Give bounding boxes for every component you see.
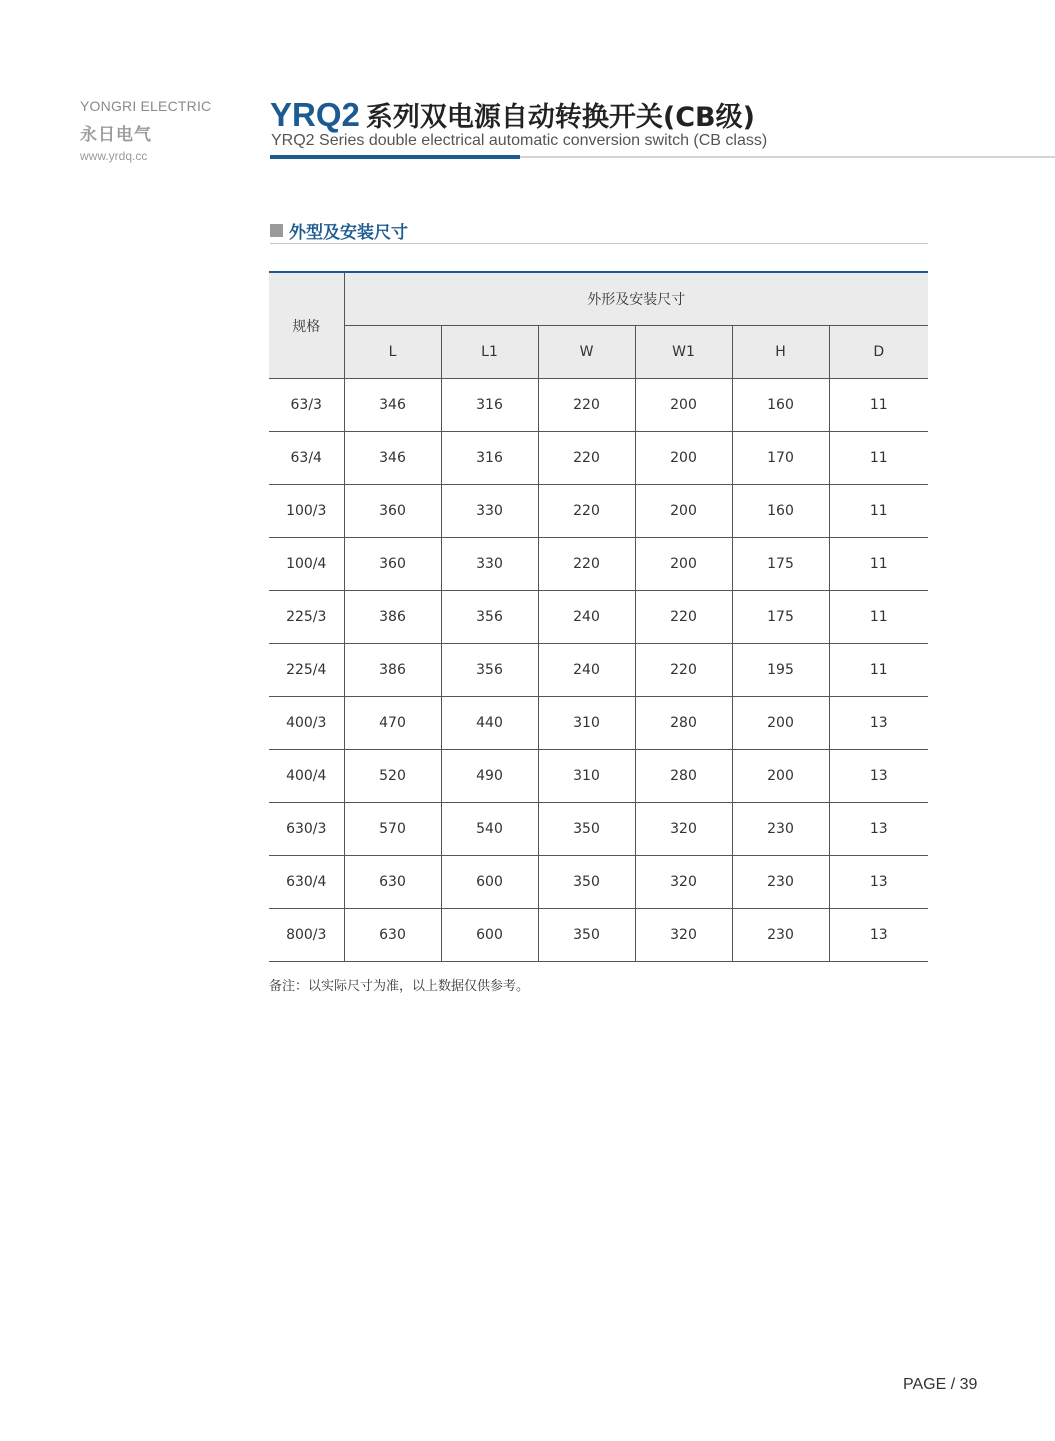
footnote: 备注：以实际尺寸为准，以上数据仅供参考。 <box>269 979 530 994</box>
table-cell: 230 <box>732 909 829 962</box>
table-cell: 316 <box>441 379 538 432</box>
table-subheader-row <box>269 326 928 379</box>
table-cell: 490 <box>441 750 538 803</box>
brand-name-en: YONGRI ELECTRIC <box>80 98 212 114</box>
table-cell: 356 <box>441 644 538 697</box>
col-header-l1: L1 <box>441 326 538 379</box>
spec-cell: 225/4 <box>269 644 344 697</box>
table-cell: 220 <box>538 432 635 485</box>
table-cell: 470 <box>344 697 441 750</box>
table-cell: 316 <box>441 432 538 485</box>
table-cell: 540 <box>441 803 538 856</box>
product-code: YRQ2 <box>270 96 360 133</box>
col-header-w: W <box>538 326 635 379</box>
spec-cell: 400/3 <box>269 697 344 750</box>
table-cell: 310 <box>538 750 635 803</box>
col-header-l: L <box>344 326 441 379</box>
table-row <box>269 432 928 485</box>
table-cell: 200 <box>635 379 732 432</box>
title-cn: 系列双电源自动转换开关(CB级) <box>365 102 755 133</box>
table-cell: 600 <box>441 856 538 909</box>
table-cell: 200 <box>635 538 732 591</box>
table-cell: 13 <box>829 697 928 750</box>
subtitle-en: YRQ2 Series double electrical automatic conversion switch (CB class) <box>271 132 768 149</box>
table-cell: 240 <box>538 644 635 697</box>
table-cell: 170 <box>732 432 829 485</box>
table-row <box>269 697 928 750</box>
table-cell: 630 <box>344 909 441 962</box>
table-cell: 230 <box>732 803 829 856</box>
table-cell: 350 <box>538 909 635 962</box>
table-cell: 160 <box>732 485 829 538</box>
table-cell: 520 <box>344 750 441 803</box>
table-cell: 320 <box>635 909 732 962</box>
spec-cell: 225/3 <box>269 591 344 644</box>
table-cell: 386 <box>344 644 441 697</box>
spec-cell: 100/4 <box>269 538 344 591</box>
table-cell: 175 <box>732 591 829 644</box>
table-cell: 570 <box>344 803 441 856</box>
section-divider <box>270 243 928 244</box>
table-cell: 220 <box>635 644 732 697</box>
spec-cell: 63/3 <box>269 379 344 432</box>
table-cell: 220 <box>538 379 635 432</box>
table-cell: 220 <box>635 591 732 644</box>
table-cell: 13 <box>829 856 928 909</box>
spec-cell: 630/4 <box>269 856 344 909</box>
table-cell: 346 <box>344 432 441 485</box>
table-cell: 11 <box>829 644 928 697</box>
table-cell: 200 <box>635 485 732 538</box>
dimensions-table <box>269 271 928 962</box>
table-cell: 350 <box>538 856 635 909</box>
table-row <box>269 379 928 432</box>
table-cell: 11 <box>829 379 928 432</box>
table-row <box>269 856 928 909</box>
table-cell: 320 <box>635 856 732 909</box>
table-cell: 240 <box>538 591 635 644</box>
table-cell: 320 <box>635 803 732 856</box>
table-cell: 330 <box>441 485 538 538</box>
table-row <box>269 644 928 697</box>
table-cell: 13 <box>829 803 928 856</box>
table-row <box>269 909 928 962</box>
table-cell: 600 <box>441 909 538 962</box>
col-header-h: H <box>732 326 829 379</box>
spec-cell: 400/4 <box>269 750 344 803</box>
spec-header: 规格 <box>269 272 344 379</box>
square-bullet-icon <box>270 224 283 237</box>
table-row <box>269 750 928 803</box>
table-cell: 356 <box>441 591 538 644</box>
table-cell: 280 <box>635 697 732 750</box>
table-cell: 310 <box>538 697 635 750</box>
table-cell: 440 <box>441 697 538 750</box>
table-cell: 230 <box>732 856 829 909</box>
section-title: 外型及安装尺寸 <box>289 223 408 243</box>
brand-name-cn: 永日电气 <box>80 125 152 145</box>
table-row <box>269 485 928 538</box>
table-cell: 350 <box>538 803 635 856</box>
table-cell: 11 <box>829 485 928 538</box>
col-header-d: D <box>829 326 928 379</box>
table-cell: 160 <box>732 379 829 432</box>
table-cell: 330 <box>441 538 538 591</box>
table-cell: 175 <box>732 538 829 591</box>
table-cell: 11 <box>829 538 928 591</box>
spec-cell: 800/3 <box>269 909 344 962</box>
header-rule-accent <box>270 155 520 159</box>
spec-cell: 630/3 <box>269 803 344 856</box>
table-cell: 346 <box>344 379 441 432</box>
table-row <box>269 591 928 644</box>
table-cell: 13 <box>829 750 928 803</box>
table-cell: 386 <box>344 591 441 644</box>
table-cell: 11 <box>829 432 928 485</box>
table-cell: 13 <box>829 909 928 962</box>
page-title <box>270 95 755 134</box>
table-cell: 195 <box>732 644 829 697</box>
brand-url: www.yrdq.cc <box>80 149 148 163</box>
table-row <box>269 803 928 856</box>
col-header-w1: W1 <box>635 326 732 379</box>
table-cell: 220 <box>538 538 635 591</box>
spec-cell: 100/3 <box>269 485 344 538</box>
group-header: 外形及安装尺寸 <box>344 272 928 326</box>
table-cell: 200 <box>732 750 829 803</box>
section-heading <box>270 218 408 243</box>
page-number: PAGE / 39 <box>903 1376 978 1393</box>
table-header-row <box>269 272 928 326</box>
spec-cell: 63/4 <box>269 432 344 485</box>
table-cell: 200 <box>732 697 829 750</box>
table-cell: 200 <box>635 432 732 485</box>
table-cell: 220 <box>538 485 635 538</box>
table-cell: 630 <box>344 856 441 909</box>
table-row <box>269 538 928 591</box>
table-cell: 280 <box>635 750 732 803</box>
table-cell: 360 <box>344 485 441 538</box>
table-cell: 360 <box>344 538 441 591</box>
table-cell: 11 <box>829 591 928 644</box>
